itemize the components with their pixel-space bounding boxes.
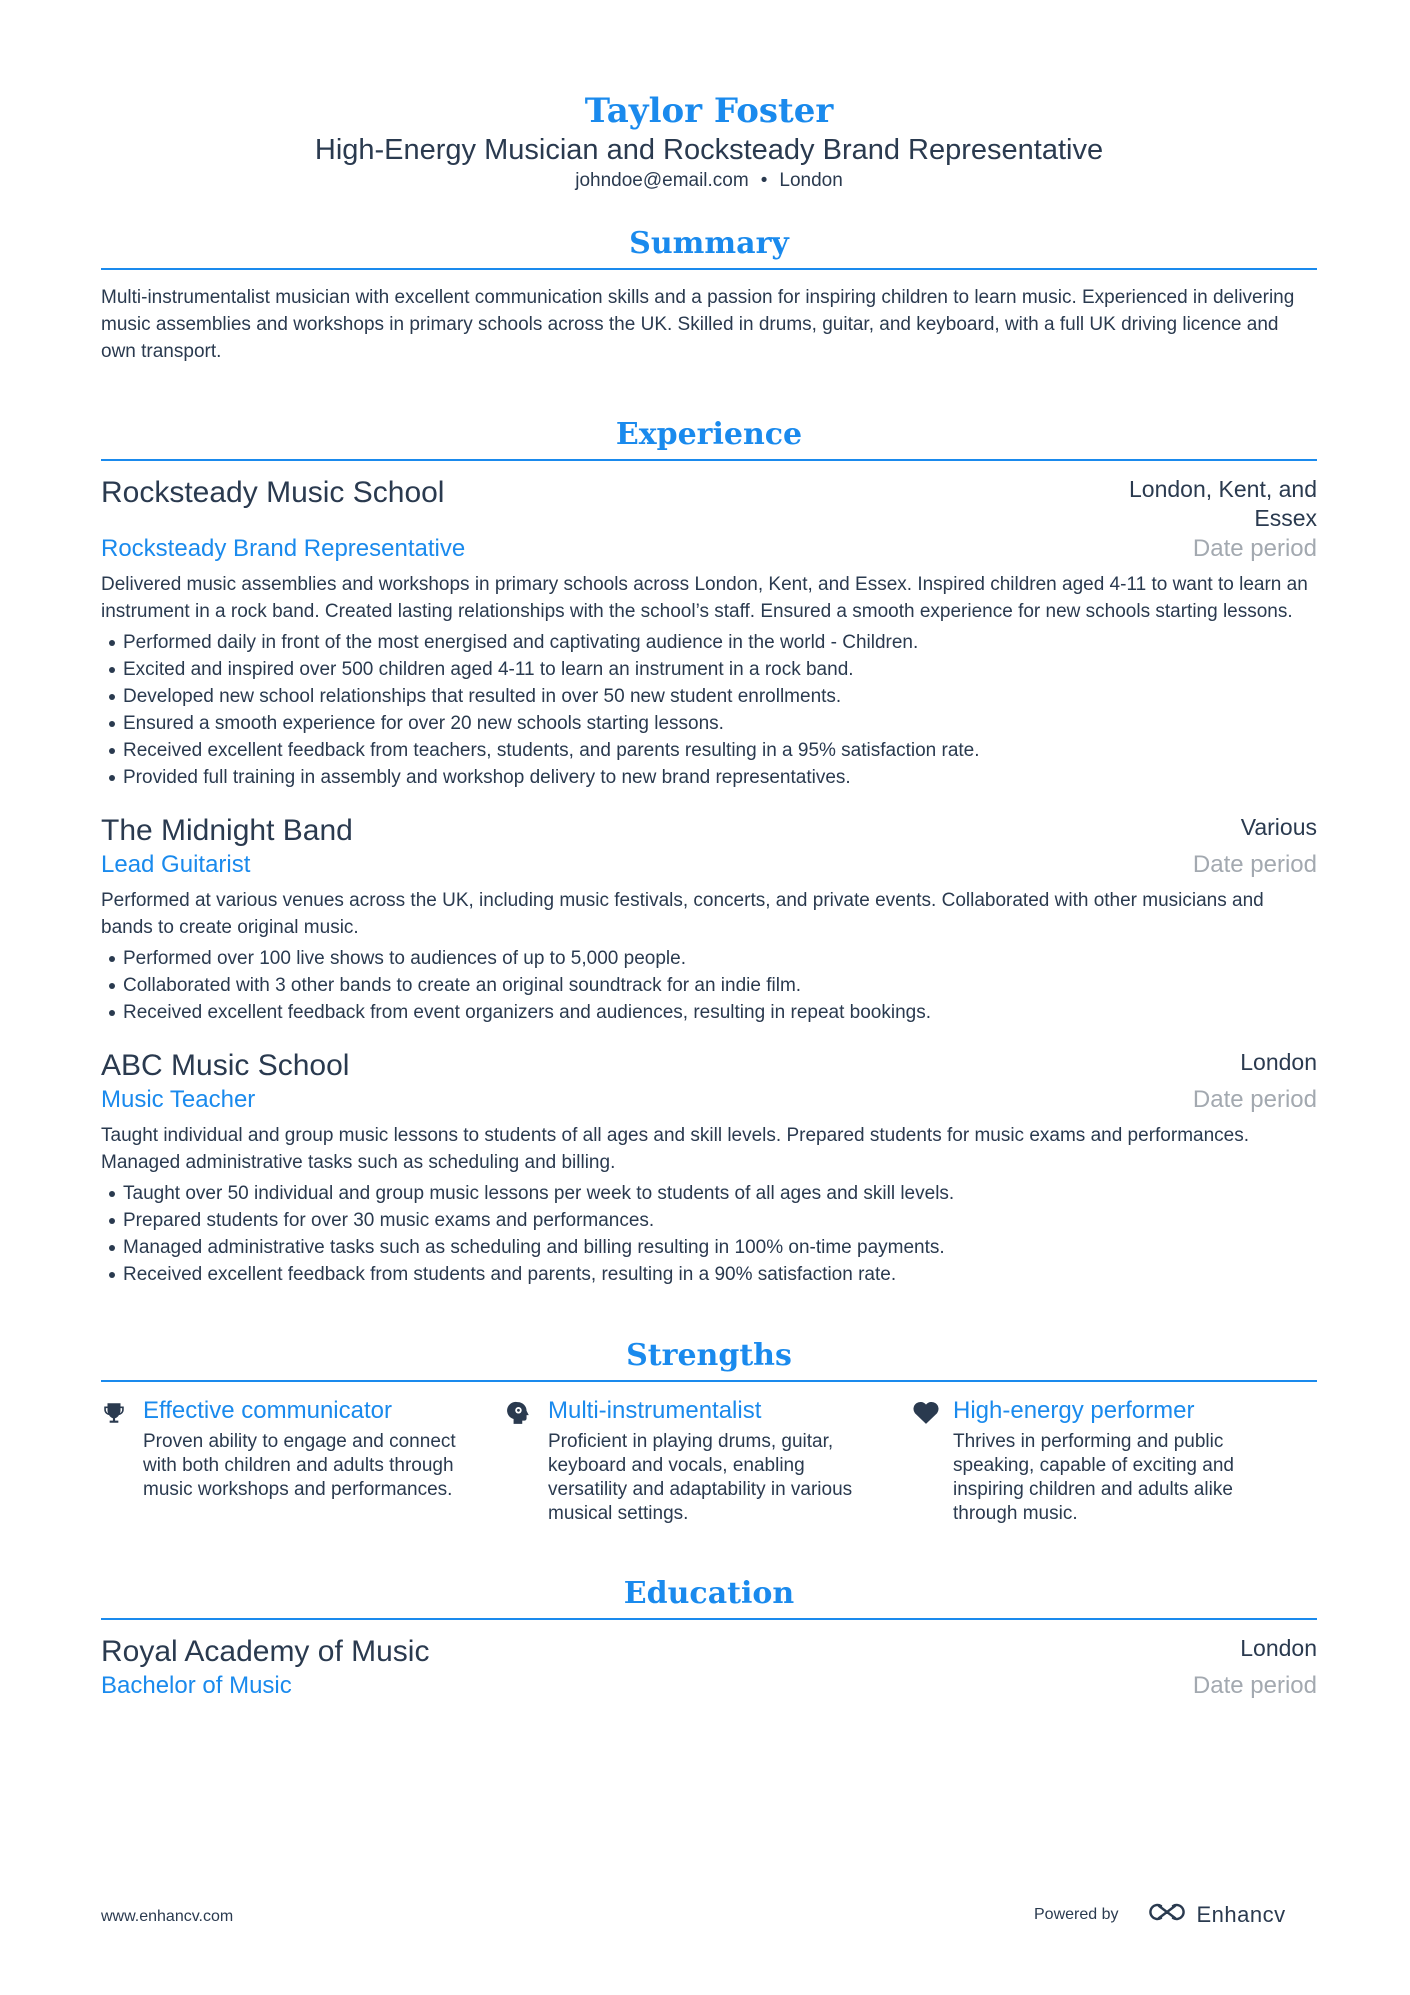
strength-title: Effective communicator <box>143 1397 392 1424</box>
enhancv-brand-text[interactable]: Enhancv <box>1196 1901 1286 1927</box>
contact-separator: • <box>760 170 768 191</box>
list-item: Ensured a smooth experience for over 20 new schools starting lessons. <box>101 710 1317 737</box>
list-item: Performed over 100 live shows to audiences of up to 5,000 people. <box>101 945 1317 972</box>
strength-item <box>101 1396 506 1526</box>
strength-title: High-energy performer <box>953 1397 1195 1424</box>
experience-company: The Midnight Band <box>101 814 353 847</box>
powered-by-label: Powered by <box>1034 1905 1119 1923</box>
head-brain-icon <box>506 1396 548 1526</box>
summary-divider <box>101 268 1317 270</box>
experience-date: Date period <box>1192 851 1317 878</box>
experience-entry <box>101 1048 1317 1288</box>
contact-line <box>101 168 1317 194</box>
education-section <box>101 1574 1317 1702</box>
enhancv-logo-icon <box>1145 1900 1189 1929</box>
experience-bullets <box>101 629 1317 791</box>
strength-description: Proficient in playing drums, guitar, keyboard and vocals, enabling versatility and adaptability in various musical settings. <box>548 1431 853 1524</box>
trophy-icon <box>101 1396 143 1526</box>
footer-website[interactable]: www.enhancv.com <box>101 1908 234 1925</box>
strengths-section <box>101 1336 1317 1526</box>
list-item: Received excellent feedback from teachers, students, and parents resulting in a 95% satisfaction rate. <box>101 737 1317 764</box>
list-item: Performed daily in front of the most energised and captivating audience in the world - Children. <box>101 629 1317 656</box>
strengths-title: Strengths <box>626 1338 792 1373</box>
strength-description: Proven ability to engage and connect with both children and adults through music workshops and performances. <box>143 1431 456 1500</box>
list-item: Provided full training in assembly and workshop delivery to new brand representatives. <box>101 764 1317 791</box>
experience-entry <box>101 813 1317 1026</box>
resume-page <box>101 90 1317 1702</box>
experience-title: Experience <box>615 417 803 452</box>
list-item: Prepared students for over 30 music exams and performances. <box>101 1207 1317 1234</box>
experience-location: London, Kent, and Essex <box>1129 476 1317 531</box>
experience-section <box>101 415 1317 1288</box>
summary-text: Multi-instrumentalist musician with excellent communication skills and a passion for inspiring children to learn music. Experienced in delivering music assemblies and workshops in primary schools across the UK. Skilled in drums, guitar, and keyboard, with a full UK driving licence and own transport. <box>101 287 1295 362</box>
contact-location: London <box>779 170 843 191</box>
footer-branding <box>1034 1900 1286 1929</box>
resume-header <box>101 90 1317 194</box>
education-school: Royal Academy of Music <box>101 1635 430 1668</box>
strengths-list <box>101 1396 1317 1526</box>
heart-icon <box>911 1396 953 1526</box>
experience-date: Date period <box>1192 1086 1317 1113</box>
experience-entry <box>101 475 1317 791</box>
experience-description: Taught individual and group music lessons to students of all ages and skill levels. Prepared students for music exams and performances. Managed administrative tasks such as scheduling and billing. <box>101 1125 1249 1173</box>
strength-title: Multi-instrumentalist <box>548 1397 762 1424</box>
experience-role: Lead Guitarist <box>101 851 251 878</box>
summary-title: Summary <box>629 226 789 261</box>
experience-role: Rocksteady Brand Representative <box>101 535 466 562</box>
experience-role: Music Teacher <box>101 1086 256 1113</box>
experience-bullets <box>101 1180 1317 1288</box>
list-item: Received excellent feedback from students and parents, resulting in a 90% satisfaction rate. <box>101 1261 1317 1288</box>
strength-description: Thrives in performing and public speaking, capable of exciting and inspiring children and adults alike through music. <box>953 1431 1234 1524</box>
experience-bullets <box>101 945 1317 1026</box>
education-location: London <box>1240 1635 1317 1661</box>
list-item: Taught over 50 individual and group music lessons per week to students of all ages and skill levels. <box>101 1180 1317 1207</box>
strength-item <box>506 1396 911 1526</box>
strength-item <box>911 1396 1316 1526</box>
experience-description: Delivered music assemblies and workshops in primary schools across London, Kent, and Essex. Inspired children aged 4-11 to want to learn an instrument in a rock band. Created lasting relationships with the school’s staff. Ensured a smooth experience for new schools starting lessons. <box>101 574 1308 622</box>
experience-date: Date period <box>1192 535 1317 562</box>
list-item: Developed new school relationships that resulted in over 50 new student enrollments. <box>101 683 1317 710</box>
list-item: Excited and inspired over 500 children aged 4-11 to learn an instrument in a rock band. <box>101 656 1317 683</box>
list-item: Managed administrative tasks such as scheduling and billing resulting in 100% on-time payments. <box>101 1234 1317 1261</box>
strengths-divider <box>101 1380 1317 1382</box>
list-item: Received excellent feedback from event organizers and audiences, resulting in repeat bookings. <box>101 999 1317 1026</box>
list-item: Collaborated with 3 other bands to create an original soundtrack for an indie film. <box>101 972 1317 999</box>
experience-divider <box>101 459 1317 461</box>
experience-company: ABC Music School <box>101 1049 350 1082</box>
candidate-name: Taylor Foster <box>584 91 834 131</box>
education-divider <box>101 1618 1317 1620</box>
education-entry <box>101 1634 1317 1702</box>
summary-section <box>101 224 1317 365</box>
education-date: Date period <box>1192 1672 1317 1699</box>
education-degree: Bachelor of Music <box>101 1672 292 1699</box>
experience-company: Rocksteady Music School <box>101 476 445 509</box>
education-title: Education <box>623 1576 795 1611</box>
candidate-headline: High-Energy Musician and Rocksteady Brand Representative <box>314 134 1104 166</box>
experience-location: London <box>1240 1049 1317 1075</box>
experience-location: Various <box>1240 814 1317 840</box>
contact-email[interactable]: johndoe@email.com <box>575 170 749 191</box>
experience-description: Performed at various venues across the UK, including music festivals, concerts, and private events. Collaborated with other musicians and bands to create original music. <box>101 890 1264 938</box>
